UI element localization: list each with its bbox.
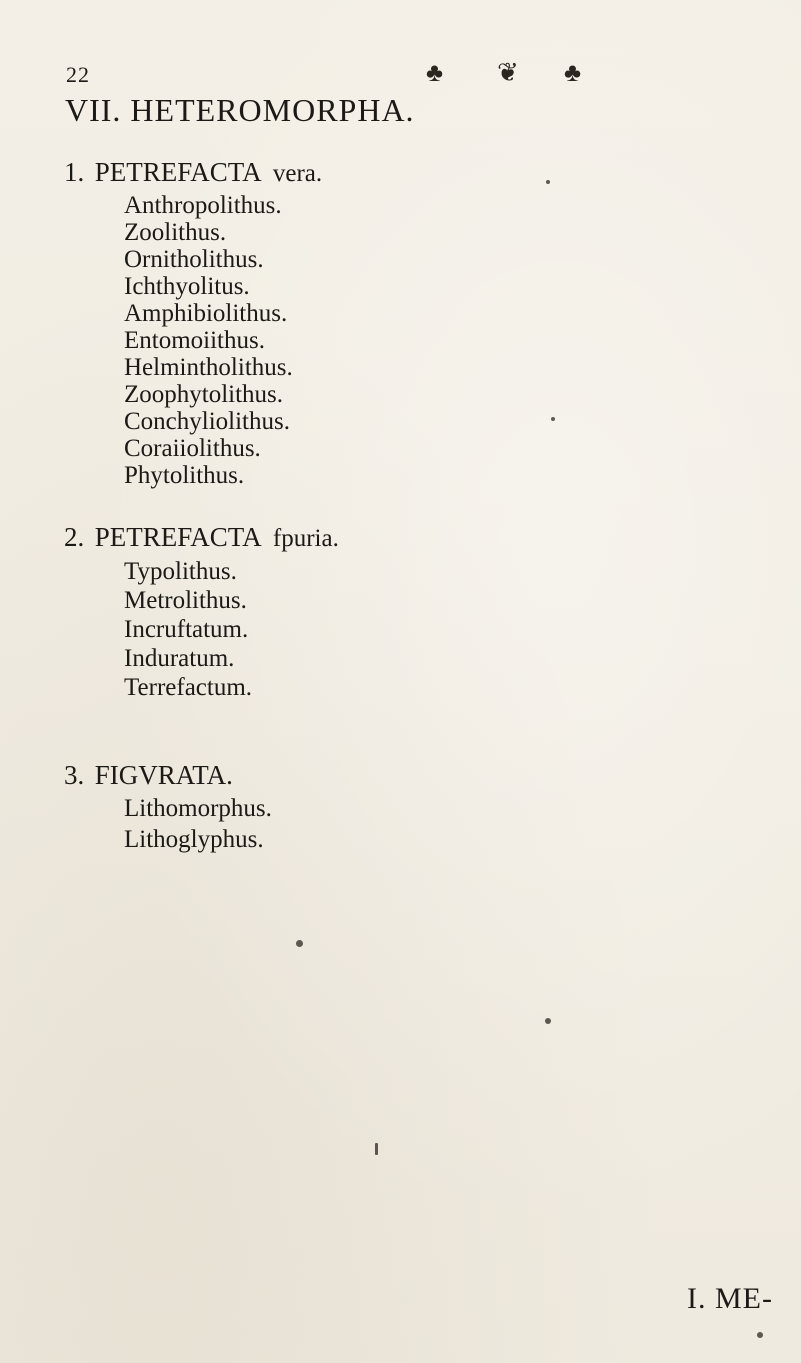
list-item: Entomoiithus. bbox=[124, 327, 265, 354]
section-qualifier: vera. bbox=[272, 160, 323, 187]
paper-speck bbox=[296, 940, 303, 947]
section-petrefacta-vera bbox=[64, 154, 322, 489]
list-item: Incruftatum. bbox=[124, 616, 249, 643]
paper-speck bbox=[551, 417, 555, 421]
ornament-icon: ❦ bbox=[497, 58, 519, 87]
list-item: Helmintholithus. bbox=[124, 354, 293, 381]
section-petrefacta-spuria bbox=[64, 519, 339, 702]
item-list bbox=[64, 793, 272, 855]
section-number: 3. bbox=[64, 760, 85, 790]
list-item: Amphibiolithus. bbox=[124, 300, 288, 327]
section-number: 1. bbox=[64, 157, 85, 187]
ornament-icon: ♣ bbox=[426, 58, 444, 87]
list-item: Zoophytolithus. bbox=[124, 381, 284, 408]
section-title bbox=[64, 519, 339, 557]
page-heading: VII. HETEROMORPHA. bbox=[65, 92, 415, 128]
item-list bbox=[64, 192, 322, 489]
list-item: Phytolithus. bbox=[124, 462, 245, 489]
list-item: Terrefactum. bbox=[124, 674, 253, 701]
section-qualifier: fpuria. bbox=[272, 525, 339, 552]
list-item: Coraiiolithus. bbox=[124, 435, 261, 462]
section-title-text: FIGVRATA. bbox=[94, 760, 233, 790]
section-title bbox=[64, 757, 272, 793]
paper-speck bbox=[375, 1143, 378, 1155]
ornament-icon: ♣ bbox=[564, 58, 582, 87]
section-title bbox=[64, 154, 322, 192]
list-item: Zoolithus. bbox=[124, 219, 227, 246]
list-item: Typolithus. bbox=[124, 558, 237, 585]
section-title-text: PETREFACTA bbox=[94, 522, 261, 552]
paper-speck bbox=[757, 1332, 763, 1338]
list-item: Lithoglyphus. bbox=[124, 826, 264, 853]
section-figvrata bbox=[64, 757, 272, 855]
page-number: 22 bbox=[66, 62, 90, 87]
list-item: Induratum. bbox=[124, 645, 235, 672]
list-item: Lithomorphus. bbox=[124, 795, 272, 822]
section-title-text: PETREFACTA bbox=[94, 157, 261, 187]
paper-speck bbox=[546, 180, 550, 184]
list-item: Anthropolithus. bbox=[124, 192, 282, 219]
item-list bbox=[64, 557, 339, 702]
list-item: Ornitholithus. bbox=[124, 246, 264, 273]
list-item: Conchyliolithus. bbox=[124, 408, 290, 435]
list-item: Metrolithus. bbox=[124, 587, 247, 614]
catchword: I. ME- bbox=[687, 1282, 773, 1315]
list-item: Ichthyolitus. bbox=[124, 273, 250, 300]
paper-speck bbox=[545, 1018, 551, 1024]
section-number: 2. bbox=[64, 522, 85, 552]
